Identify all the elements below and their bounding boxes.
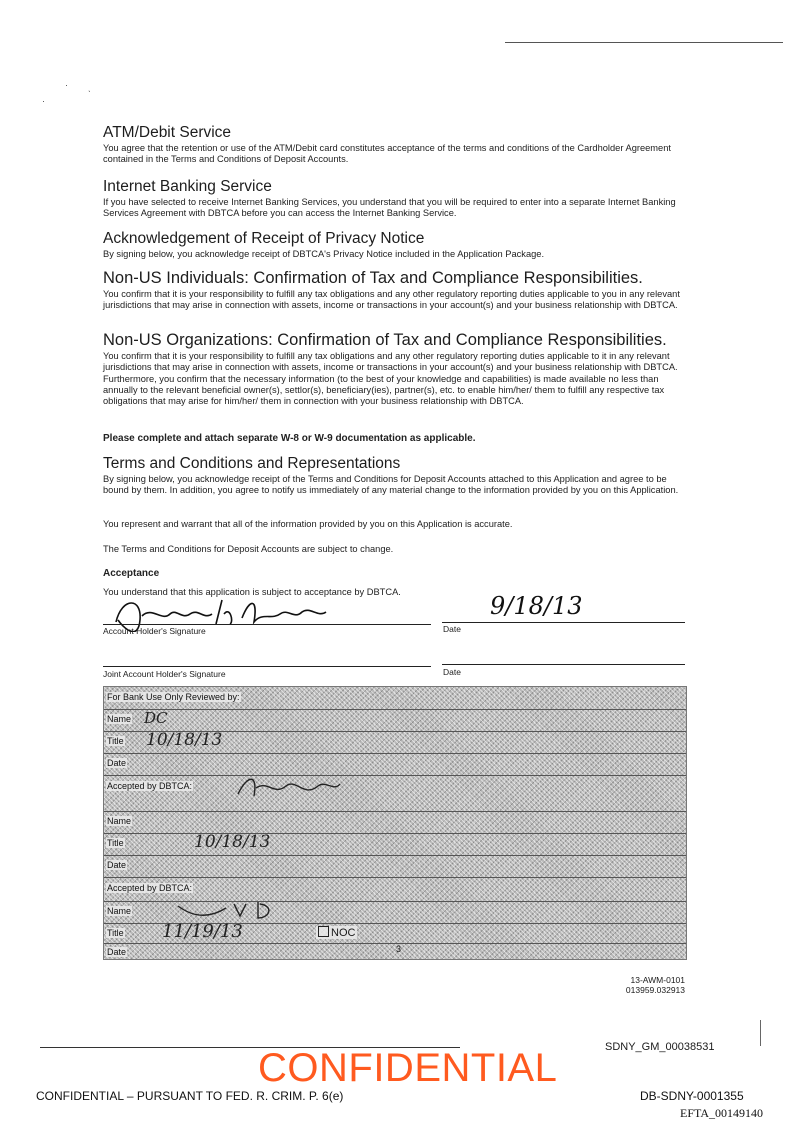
section-non-us-individuals	[103, 270, 693, 312]
bank-row	[104, 943, 686, 957]
section-heading: Non-US Individuals: Confirmation of Tax and Compliance Responsibilities.	[103, 269, 643, 287]
footer-efta-id: EFTA_00149140	[680, 1106, 764, 1120]
noc-stamp	[316, 926, 357, 939]
reviewer-signature-scribble	[234, 770, 344, 802]
terms-paragraph-2: You represent and warrant that all of the information provided by you on this Application is accurate.	[103, 519, 513, 529]
scan-speck: ·	[42, 96, 45, 106]
bank-row-label: Date	[107, 860, 127, 870]
section-text: By signing below, you acknowledge receipt of DBTCA's Privacy Notice included in the Application Package.	[103, 249, 545, 259]
bank-row	[104, 832, 686, 852]
noc-checkbox-icon	[318, 926, 329, 937]
section-heading: Acknowledgement of Receipt of Privacy Notice	[103, 230, 425, 247]
section-privacy-notice	[103, 230, 693, 260]
bank-row-label: Date	[107, 947, 127, 957]
w8-note	[103, 433, 693, 444]
acceptance-text: You understand that this application is subject to acceptance by DBTCA.	[103, 587, 401, 598]
terms-paragraph-3: The Terms and Conditions for Deposit Accounts are subject to change.	[103, 544, 394, 554]
signature-date-handwritten: 9/18/13	[490, 592, 583, 620]
bank-row-label: Name	[107, 906, 132, 916]
section-heading: Non-US Organizations: Confirmation of Tax and Compliance Responsibilities.	[103, 331, 667, 349]
bank-row-label: Date	[107, 758, 127, 768]
scan-speck: ·	[65, 80, 68, 90]
bank-row	[104, 855, 686, 870]
bank-row	[104, 921, 686, 942]
bank-use-box	[103, 686, 687, 960]
section-heading: ATM/Debit Service	[103, 124, 232, 141]
section-internet-banking	[103, 178, 693, 220]
terms-paragraph-2-wrap	[103, 519, 693, 530]
date-line	[442, 622, 685, 623]
bank-row	[104, 877, 686, 893]
bank-row-label: For Bank Use Only Reviewed by:	[107, 692, 240, 702]
w8-note-text: Please complete and attach separate W-8 or W-9 documentation as applicable.	[103, 433, 476, 444]
section-heading: Internet Banking Service	[103, 178, 272, 195]
page-number: 3	[396, 944, 402, 954]
edge-mark	[760, 1020, 761, 1046]
noc-label: NOC	[331, 927, 356, 939]
bank-row-handwriting: DC	[144, 709, 168, 727]
terms-paragraph-3-wrap	[103, 544, 693, 555]
acceptance-heading: Acceptance	[103, 568, 160, 579]
confidential-stamp: CONFIDENTIAL	[258, 1046, 558, 1090]
bank-row-handwriting: 10/18/13	[194, 832, 271, 852]
bank-row	[104, 775, 686, 791]
bank-row-handwriting: 10/18/13	[146, 730, 223, 750]
joint-signature-line	[103, 666, 431, 667]
form-code-block	[610, 975, 685, 995]
section-terms	[103, 455, 693, 497]
scan-speck: ˎ	[88, 82, 91, 92]
bank-row	[104, 753, 686, 768]
bates-number-top: SDNY_GM_00038531	[605, 1041, 715, 1053]
form-code: 13-AWM-0101	[630, 975, 685, 985]
section-non-us-organizations	[103, 332, 693, 407]
section-text: You confirm that it is your responsibility to fulfill any tax obligations and any other regulatory reporting duties applicable to you in any relevant jurisdictions that may arise in connection with assets, income or transactions in your account(s) and your business relationship with DBTCA.	[103, 289, 680, 311]
joint-date-line	[442, 664, 685, 665]
bank-row-label: Title	[107, 736, 124, 746]
date-label: Date	[443, 624, 461, 634]
top-rule	[505, 42, 783, 43]
terms-paragraph-1: By signing below, you acknowledge receipt of the Terms and Conditions for Deposit Accounts attached to this Application and agree to be bound by them. In addition, you agree to notify us immediately of any material change to the information provided by you on this Application.	[103, 474, 679, 496]
bank-row-label: Title	[107, 928, 124, 938]
bank-row-label: Title	[107, 838, 124, 848]
section-text: You agree that the retention or use of the ATM/Debit card constitutes acceptance of the terms and conditions of the Cardholder Agreement contained in the Terms and Conditions of Deposit Accounts.	[103, 143, 671, 165]
bank-row-label: Accepted by DBTCA:	[107, 883, 193, 893]
signature-line	[103, 624, 431, 625]
section-atm-debit	[103, 124, 693, 166]
bank-row-label: Accepted by DBTCA:	[107, 781, 193, 791]
signature-label: Account Holder's Signature	[103, 626, 206, 636]
section-text: You confirm that it is your responsibility to fulfill any tax obligations and any other regulatory reporting duties applicable to it in any relevant jurisdictions that may arise in connection with assets, income or transactions in your account(s) and your business relationship with DBTCA. Furthermore, you confirm that the necessary information (to the best of your knowledge and capabilities) is made available no less than annually to the relevant beneficial owner(s), settlor(s), beneficiary(ies), partner(s), etc. to enable him/her/ them to fulfill any respective tax obligations that may arise for him/her/ them in connection with your business relationship with DBTCA.	[103, 351, 678, 407]
footer-confidential-notice: CONFIDENTIAL – PURSUANT TO FED. R. CRIM. P. 6(e)	[36, 1089, 344, 1103]
joint-date-label: Date	[443, 667, 461, 677]
form-code-secondary: 013959.032913	[625, 985, 685, 995]
footer-doc-id: DB-SDNY-0001355	[640, 1089, 744, 1103]
joint-signature-label: Joint Account Holder's Signature	[103, 669, 226, 679]
bank-row-label: Name	[107, 816, 132, 826]
bank-row-handwriting: 11/19/13	[162, 921, 243, 942]
bank-row	[104, 730, 686, 750]
bank-row	[104, 811, 686, 826]
approver-signature-scribble	[174, 898, 334, 922]
bank-row	[104, 901, 686, 916]
bank-row-label: Name	[107, 714, 132, 724]
bank-row	[104, 709, 686, 727]
section-heading: Terms and Conditions and Representations	[103, 455, 401, 472]
section-text: If you have selected to receive Internet Banking Services, you understand that you will be required to enter into a separate Internet Banking Services Agreement with DBTCA before you can access the Internet Banking Service.	[103, 197, 676, 219]
